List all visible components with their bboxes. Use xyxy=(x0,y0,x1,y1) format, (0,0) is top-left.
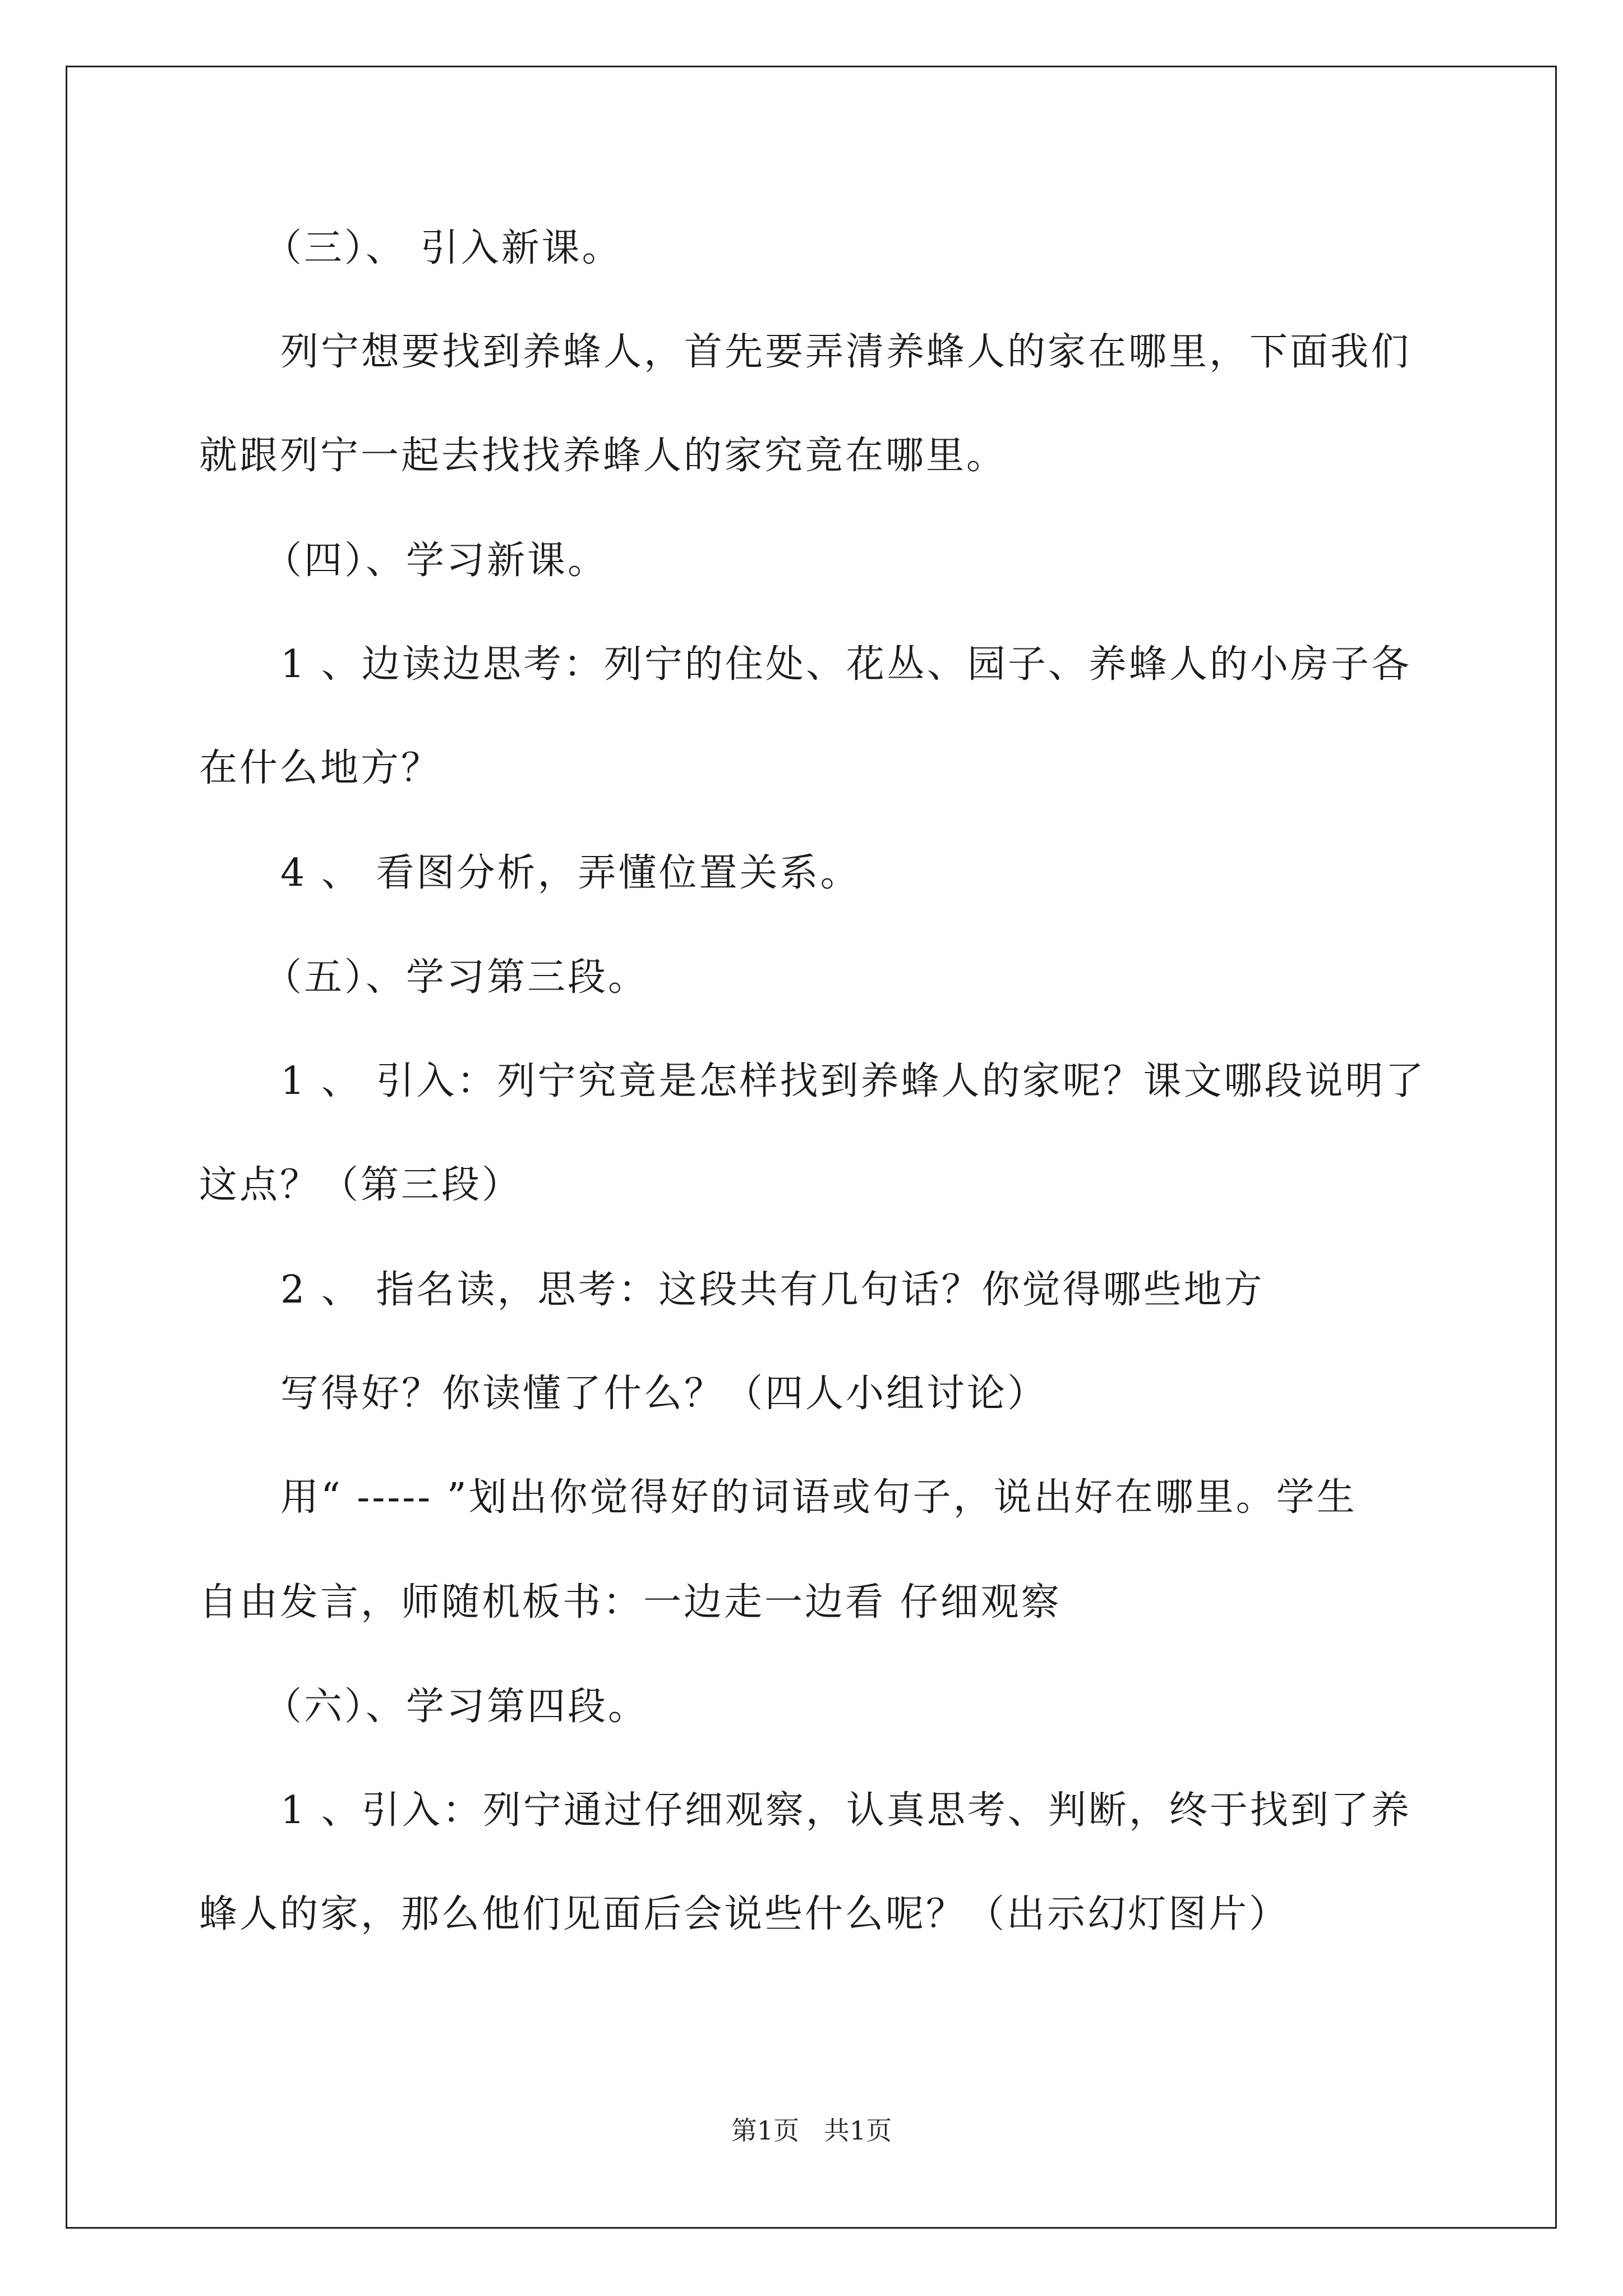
text-line-3: 就跟列宁一起去找找养蜂人的家究竟在哪里。 xyxy=(199,434,1007,478)
text-line-14: 自由发言，师随机板书：一边走一边看 仔细观察 xyxy=(199,1580,1062,1625)
text-line-10: 这点？（第三段） xyxy=(199,1163,523,1207)
text-line-8: （五）、学习第三段。 xyxy=(264,955,649,1000)
text-line-2: 列宁想要找到养蜂人，首先要弄清养蜂人的家在哪里，下面我们 xyxy=(280,330,1412,374)
text-line-5: 1 、边读边思考：列宁的住处、花丛、园子、养蜂人的小房子各 xyxy=(280,642,1412,687)
text-line-7: 4 、 看图分析，弄懂位置关系。 xyxy=(280,851,861,895)
text-line-15: （六）、学习第四段。 xyxy=(264,1685,649,1729)
text-line-4: （四）、学习新课。 xyxy=(264,539,608,583)
text-line-16: 1 、引入：列宁通过仔细观察，认真思考、判断，终于找到了养 xyxy=(280,1788,1412,1833)
text-line-12: 写得好？你读懂了什么？（四人小组讨论） xyxy=(280,1372,1048,1416)
text-line-1: （三）、 引入新课。 xyxy=(264,226,623,270)
text-line-13: 用“ ----- ”划出你觉得好的词语或句子，说出好在哪里。学生 xyxy=(280,1475,1357,1520)
text-line-9: 1 、 引入：列宁究竟是怎样找到养蜂人的家呢？课文哪段说明了 xyxy=(280,1059,1426,1103)
text-line-6: 在什么地方？ xyxy=(199,746,442,790)
page-footer: 第1页 共1页 xyxy=(731,2115,892,2146)
text-line-11: 2 、 指名读，思考：这段共有几句话？你觉得哪些地方 xyxy=(280,1268,1265,1312)
text-line-17: 蜂人的家，那么他们见面后会说些什么呢？（出示幻灯图片） xyxy=(199,1892,1290,1936)
